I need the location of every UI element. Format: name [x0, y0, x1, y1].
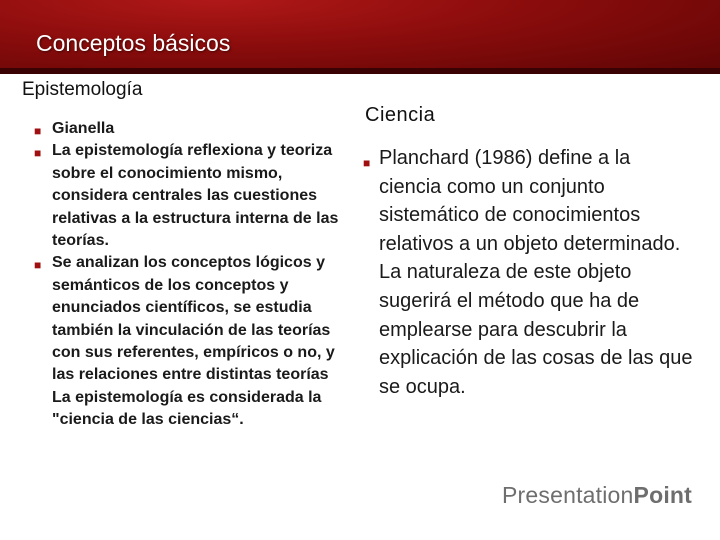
slide-title: Conceptos básicos	[36, 30, 231, 56]
left-heading: Epistemología	[22, 79, 143, 100]
right-bullet-list	[363, 144, 693, 401]
square-bullet-icon: ■	[34, 258, 42, 273]
list-item	[363, 144, 693, 401]
logo-text-presentation: Presentation	[502, 482, 634, 508]
square-bullet-icon: ■	[34, 146, 42, 161]
square-bullet-icon: ■	[34, 124, 42, 138]
logo-text-point: Point	[633, 482, 693, 508]
list-item-text: Se analizan los conceptos lógicos y semánticos de los conceptos y enunciados científicos, se estudia también la vinculación de las teorías con sus referentes, empíricos o no, y las relaciones entre distintas teorías	[52, 254, 335, 384]
list-item-text: Gianella	[52, 120, 115, 137]
presentationpoint-logo	[502, 482, 692, 509]
list-item-text: Planchard (1986) define a la ciencia como un conjunto sistemático de conocimientos relativos a un objeto determinado. La naturaleza de este objeto sugerirá el método que ha de emplearse para descubrir la explicación de las cosas de las que se ocupa.	[379, 147, 693, 398]
right-heading: Ciencia	[365, 104, 436, 126]
list-item	[34, 140, 354, 252]
title-bar	[0, 0, 720, 74]
list-item	[34, 118, 354, 140]
title-bar-band	[0, 68, 720, 74]
list-item-text: La epistemología reflexiona y teoriza sobre el conocimiento mismo, considera centrales las cuestiones relativas a la estructura interna de las teorías.	[52, 142, 339, 250]
list-item	[34, 252, 354, 431]
left-bullet-list	[34, 118, 354, 432]
square-bullet-icon: ■	[363, 156, 371, 170]
list-item-continuation: La epistemología es considerada la "ciencia de las ciencias“.	[52, 388, 322, 429]
